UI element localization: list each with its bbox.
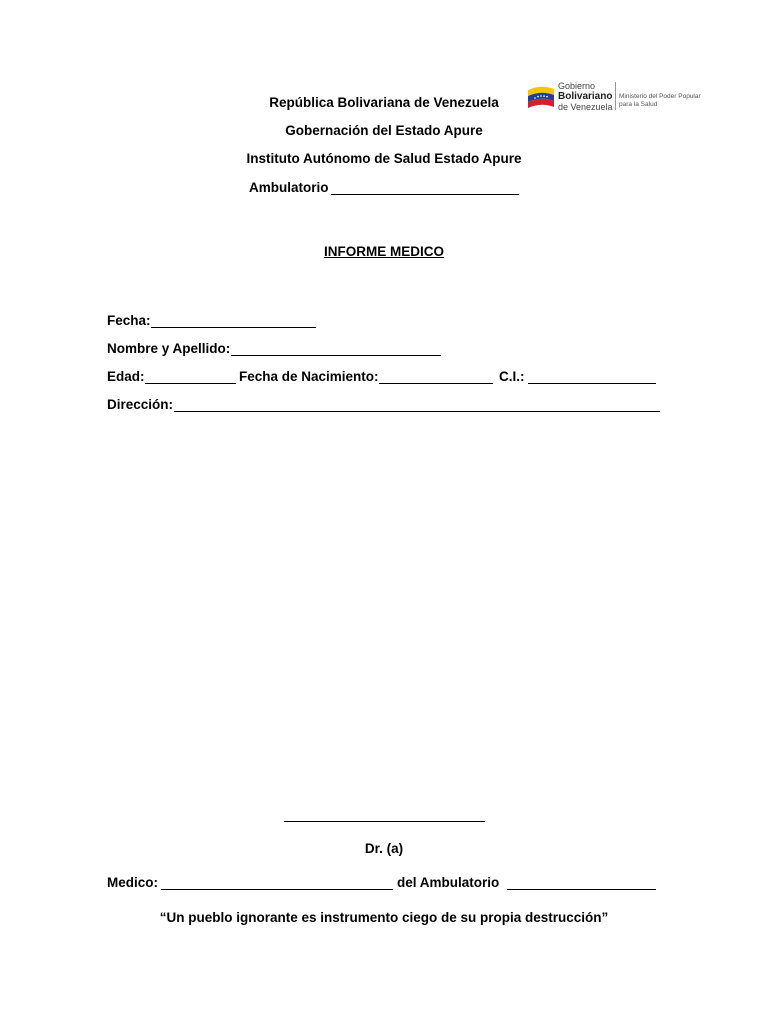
- logo-separator: [615, 82, 616, 110]
- ambulatorio-blank-line: [331, 194, 519, 195]
- nombre-blank-line: [231, 355, 441, 356]
- doctor-label: Dr. (a): [364, 841, 404, 856]
- header-republica: República Bolivariana de Venezuela: [269, 95, 499, 110]
- ci-label: C.I.:: [499, 369, 525, 384]
- medico-blank-line: [161, 889, 393, 890]
- header-instituto: Instituto Autónomo de Salud Estado Apure: [246, 151, 522, 166]
- edad-blank-line: [145, 383, 236, 384]
- edad-label: Edad:: [107, 369, 145, 384]
- footer-quote: “Un pueblo ignorante es instrumento ciego de su propia destrucción”: [159, 910, 609, 925]
- logo-ministry-line2: para la Salud: [619, 101, 658, 108]
- direccion-label: Dirección:: [107, 397, 174, 412]
- logo-text-bolivariano: Bolivariano: [558, 91, 613, 102]
- fecha-blank-line: [151, 327, 316, 328]
- logo-text-venezuela: de Venezuela: [558, 102, 613, 112]
- title-wrapper: [0, 243, 768, 261]
- fecha-nacimiento-blank-line: [379, 383, 493, 384]
- nombre-label: Nombre y Apellido:: [107, 341, 231, 356]
- fecha-nacimiento-label: Fecha de Nacimiento:: [239, 369, 379, 384]
- header-ambulatorio-label: Ambulatorio: [249, 180, 329, 195]
- del-ambulatorio-label: del Ambulatorio: [397, 875, 500, 890]
- header-gobernacion: Gobernación del Estado Apure: [285, 123, 483, 138]
- direccion-blank-line: [174, 411, 660, 412]
- logo-text-gobierno: Gobierno: [558, 81, 596, 91]
- logo-ministry-line1: Ministerio del Poder Popular: [619, 93, 701, 100]
- ci-blank-line: [528, 383, 656, 384]
- page-title: INFORME MEDICO: [324, 244, 444, 259]
- gobierno-bolivariano-logo: [526, 80, 701, 114]
- fecha-label: Fecha:: [107, 313, 151, 328]
- del-ambulatorio-blank-line: [507, 889, 656, 890]
- venezuela-flag-icon: [526, 82, 556, 112]
- medico-label: Medico:: [107, 875, 159, 890]
- signature-line: [284, 821, 485, 822]
